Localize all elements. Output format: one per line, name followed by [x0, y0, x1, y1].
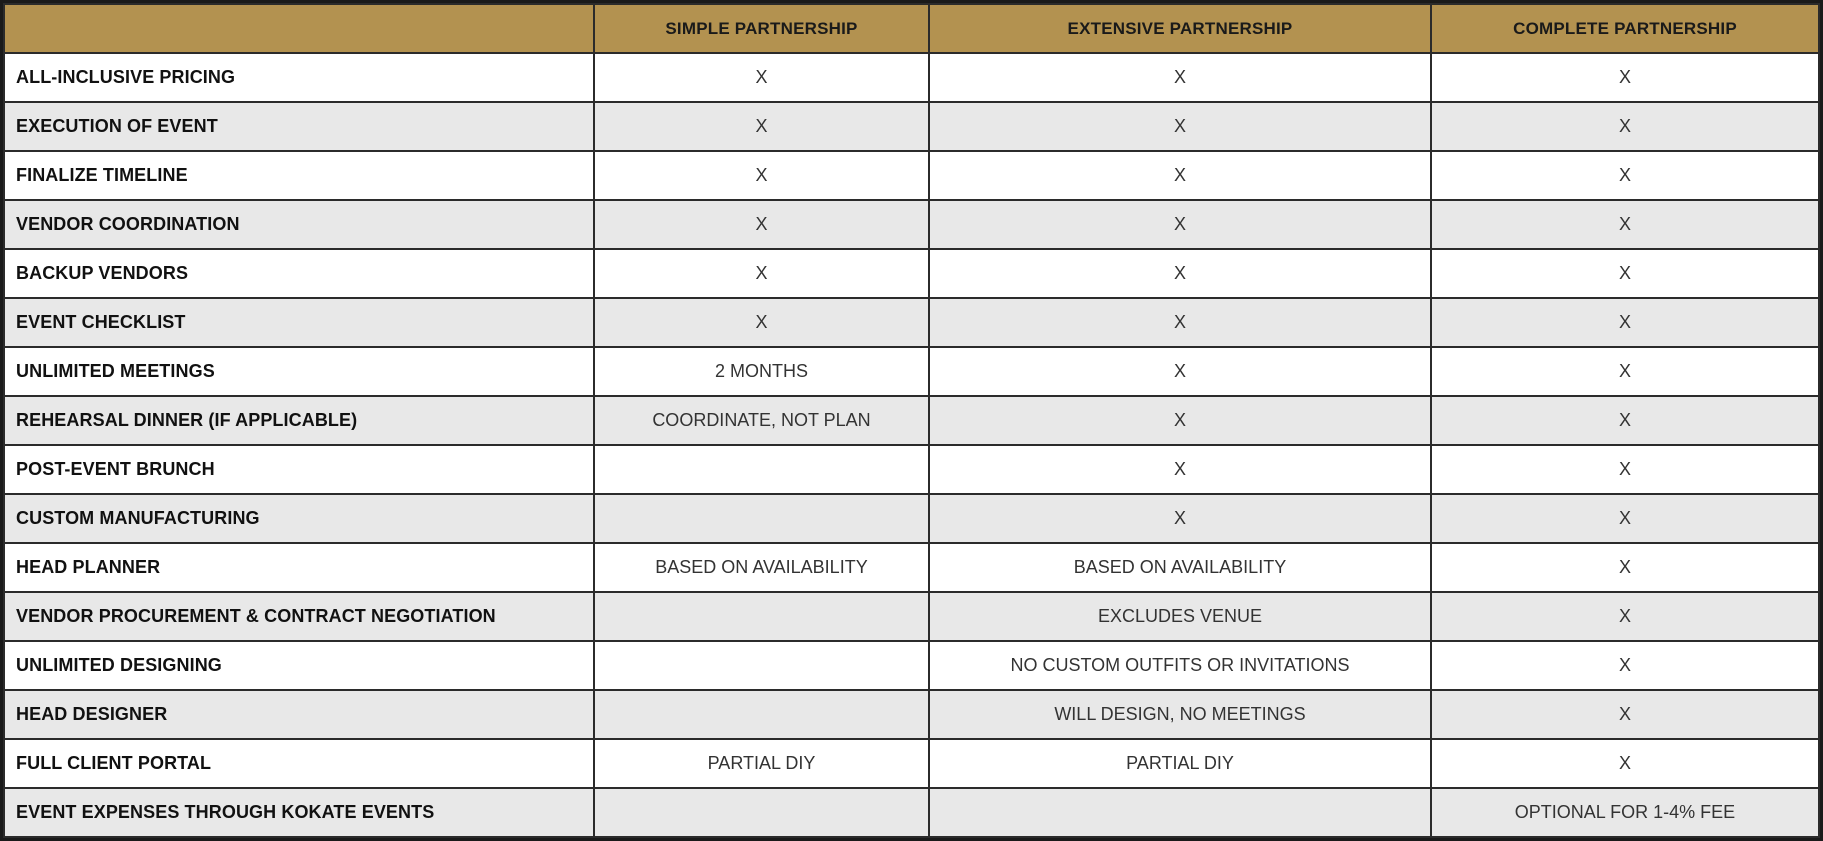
table-row [4, 347, 1819, 396]
table-row [4, 298, 1819, 347]
feature-label: VENDOR COORDINATION [4, 200, 594, 249]
extensive-partnership-value: BASED ON AVAILABILITY [929, 543, 1431, 592]
extensive-partnership-value: X [929, 151, 1431, 200]
extensive-partnership-value: X [929, 298, 1431, 347]
complete-partnership-value: X [1431, 53, 1819, 102]
simple-partnership-value: X [594, 200, 929, 249]
complete-partnership-value: X [1431, 592, 1819, 641]
extensive-partnership-value: X [929, 249, 1431, 298]
feature-label: UNLIMITED MEETINGS [4, 347, 594, 396]
simple-partnership-value [594, 641, 929, 690]
simple-partnership-value [594, 494, 929, 543]
extensive-partnership-value: EXCLUDES VENUE [929, 592, 1431, 641]
simple-partnership-value [594, 690, 929, 739]
complete-partnership-value: X [1431, 298, 1819, 347]
table-row [4, 396, 1819, 445]
table-row [4, 690, 1819, 739]
table-row [4, 53, 1819, 102]
simple-partnership-value [594, 788, 929, 837]
complete-partnership-value: X [1431, 249, 1819, 298]
simple-partnership-value: X [594, 249, 929, 298]
partnership-comparison-table [3, 3, 1820, 838]
table-row [4, 739, 1819, 788]
feature-label: FULL CLIENT PORTAL [4, 739, 594, 788]
feature-label: EXECUTION OF EVENT [4, 102, 594, 151]
simple-partnership-value: 2 MONTHS [594, 347, 929, 396]
table-row [4, 151, 1819, 200]
complete-partnership-value: X [1431, 102, 1819, 151]
complete-partnership-value: X [1431, 690, 1819, 739]
feature-label: POST-EVENT BRUNCH [4, 445, 594, 494]
extensive-partnership-value: X [929, 53, 1431, 102]
header-extensive-partnership: EXTENSIVE PARTNERSHIP [929, 4, 1431, 53]
extensive-partnership-value [929, 788, 1431, 837]
feature-label: CUSTOM MANUFACTURING [4, 494, 594, 543]
table-row [4, 543, 1819, 592]
header-simple-partnership: SIMPLE PARTNERSHIP [594, 4, 929, 53]
header-complete-partnership: COMPLETE PARTNERSHIP [1431, 4, 1819, 53]
feature-label: FINALIZE TIMELINE [4, 151, 594, 200]
table-row [4, 494, 1819, 543]
feature-label: EVENT EXPENSES THROUGH KOKATE EVENTS [4, 788, 594, 837]
simple-partnership-value: X [594, 53, 929, 102]
extensive-partnership-value: X [929, 200, 1431, 249]
feature-label: HEAD PLANNER [4, 543, 594, 592]
extensive-partnership-value: X [929, 445, 1431, 494]
table-row [4, 592, 1819, 641]
simple-partnership-value: X [594, 102, 929, 151]
complete-partnership-value: X [1431, 641, 1819, 690]
table-header [4, 4, 1819, 53]
simple-partnership-value [594, 445, 929, 494]
table-row [4, 445, 1819, 494]
simple-partnership-value: PARTIAL DIY [594, 739, 929, 788]
table-row [4, 788, 1819, 837]
complete-partnership-value: X [1431, 151, 1819, 200]
table-row [4, 249, 1819, 298]
simple-partnership-value: X [594, 151, 929, 200]
complete-partnership-value: X [1431, 739, 1819, 788]
simple-partnership-value: BASED ON AVAILABILITY [594, 543, 929, 592]
table-row [4, 641, 1819, 690]
complete-partnership-value: X [1431, 347, 1819, 396]
feature-label: EVENT CHECKLIST [4, 298, 594, 347]
feature-label: UNLIMITED DESIGNING [4, 641, 594, 690]
simple-partnership-value: COORDINATE, NOT PLAN [594, 396, 929, 445]
extensive-partnership-value: PARTIAL DIY [929, 739, 1431, 788]
feature-label: REHEARSAL DINNER (IF APPLICABLE) [4, 396, 594, 445]
extensive-partnership-value: NO CUSTOM OUTFITS OR INVITATIONS [929, 641, 1431, 690]
feature-label: BACKUP VENDORS [4, 249, 594, 298]
simple-partnership-value [594, 592, 929, 641]
header-corner-cell [4, 4, 594, 53]
complete-partnership-value: X [1431, 543, 1819, 592]
extensive-partnership-value: X [929, 102, 1431, 151]
table-row [4, 102, 1819, 151]
simple-partnership-value: X [594, 298, 929, 347]
feature-label: ALL-INCLUSIVE PRICING [4, 53, 594, 102]
header-row [4, 4, 1819, 53]
table-body [4, 53, 1819, 837]
extensive-partnership-value: X [929, 347, 1431, 396]
table-row [4, 200, 1819, 249]
feature-label: VENDOR PROCUREMENT & CONTRACT NEGOTIATION [4, 592, 594, 641]
complete-partnership-value: OPTIONAL FOR 1-4% FEE [1431, 788, 1819, 837]
extensive-partnership-value: X [929, 494, 1431, 543]
extensive-partnership-value: WILL DESIGN, NO MEETINGS [929, 690, 1431, 739]
complete-partnership-value: X [1431, 396, 1819, 445]
complete-partnership-value: X [1431, 200, 1819, 249]
extensive-partnership-value: X [929, 396, 1431, 445]
complete-partnership-value: X [1431, 494, 1819, 543]
feature-label: HEAD DESIGNER [4, 690, 594, 739]
complete-partnership-value: X [1431, 445, 1819, 494]
